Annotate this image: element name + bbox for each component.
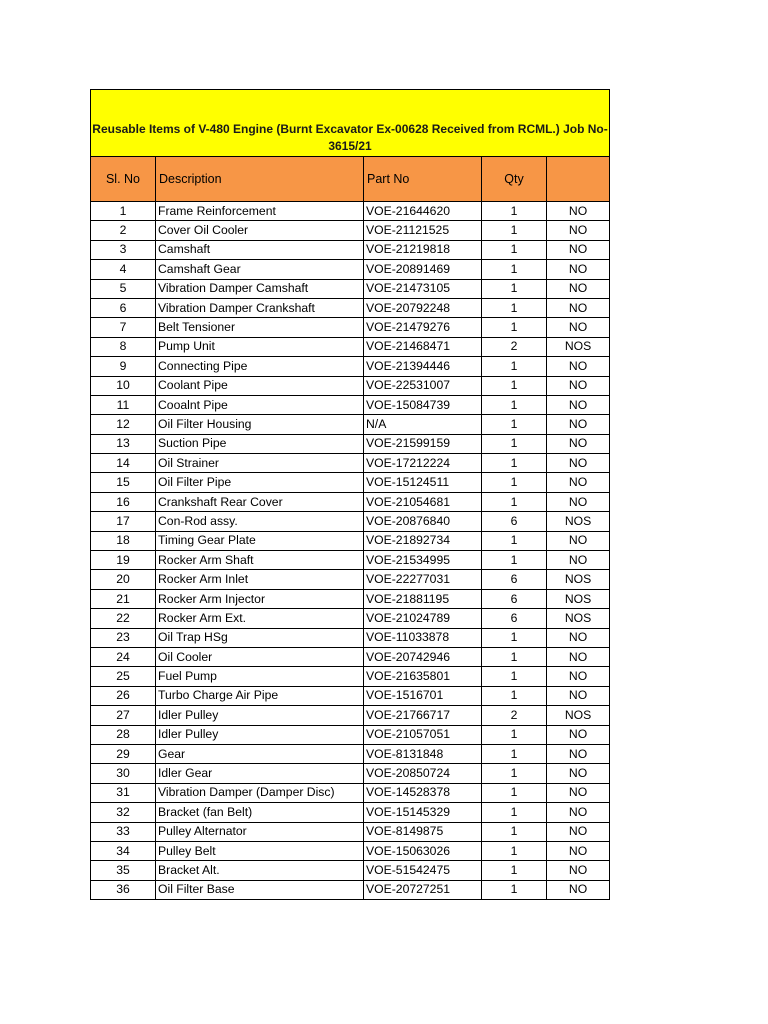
table-row: [91, 764, 610, 783]
cell-part-no[interactable]: VOE-51542475: [364, 861, 482, 880]
spreadsheet-table-container: [90, 89, 609, 900]
cell-unit[interactable]: NO: [547, 861, 610, 880]
cell-part-no[interactable]: VOE-17212224: [364, 454, 482, 473]
cell-part-no[interactable]: VOE-21644620: [364, 202, 482, 221]
table-row: [91, 841, 610, 860]
table-row: [91, 260, 610, 279]
cell-sl-no[interactable]: 10: [91, 376, 156, 395]
cell-description[interactable]: Pulley Belt: [156, 841, 364, 860]
table-row: [91, 337, 610, 356]
cell-qty[interactable]: 1: [482, 686, 547, 705]
cell-qty[interactable]: 1: [482, 357, 547, 376]
cell-qty[interactable]: 1: [482, 764, 547, 783]
cell-sl-no[interactable]: 5: [91, 279, 156, 298]
table-row: [91, 415, 610, 434]
cell-sl-no[interactable]: 9: [91, 357, 156, 376]
cell-qty[interactable]: 1: [482, 783, 547, 802]
cell-unit[interactable]: NO: [547, 298, 610, 317]
cell-qty[interactable]: 6: [482, 589, 547, 608]
cell-unit[interactable]: NO: [547, 376, 610, 395]
table-row: [91, 570, 610, 589]
cell-sl-no[interactable]: 21: [91, 589, 156, 608]
cell-part-no[interactable]: VOE-21635801: [364, 667, 482, 686]
cell-unit[interactable]: NO: [547, 647, 610, 666]
cell-unit[interactable]: NO: [547, 551, 610, 570]
cell-part-no[interactable]: VOE-15124511: [364, 473, 482, 492]
cell-description[interactable]: Vibration Damper Crankshaft: [156, 298, 364, 317]
cell-sl-no[interactable]: 6: [91, 298, 156, 317]
cell-description[interactable]: Belt Tensioner: [156, 318, 364, 337]
cell-qty[interactable]: 6: [482, 570, 547, 589]
cell-sl-no[interactable]: 29: [91, 744, 156, 763]
cell-unit[interactable]: NOS: [547, 512, 610, 531]
cell-part-no[interactable]: VOE-15145329: [364, 803, 482, 822]
cell-qty[interactable]: 2: [482, 337, 547, 356]
cell-description[interactable]: Vibration Damper (Damper Disc): [156, 783, 364, 802]
cell-qty[interactable]: 1: [482, 473, 547, 492]
cell-description[interactable]: Oil Filter Base: [156, 880, 364, 899]
table-row: [91, 803, 610, 822]
cell-part-no[interactable]: VOE-21892734: [364, 531, 482, 550]
cell-sl-no[interactable]: 15: [91, 473, 156, 492]
cell-description[interactable]: Timing Gear Plate: [156, 531, 364, 550]
cell-sl-no[interactable]: 14: [91, 454, 156, 473]
cell-sl-no[interactable]: 3: [91, 240, 156, 259]
cell-part-no[interactable]: VOE-14528378: [364, 783, 482, 802]
header-qty[interactable]: Qty: [482, 157, 547, 202]
header-part-no[interactable]: Part No: [364, 157, 482, 202]
cell-description[interactable]: Oil Cooler: [156, 647, 364, 666]
cell-part-no[interactable]: VOE-21766717: [364, 706, 482, 725]
cell-description[interactable]: Coolant Pipe: [156, 376, 364, 395]
cell-sl-no[interactable]: 12: [91, 415, 156, 434]
cell-description[interactable]: Bracket Alt.: [156, 861, 364, 880]
cell-unit[interactable]: NO: [547, 531, 610, 550]
header-unit[interactable]: [547, 157, 610, 202]
cell-description[interactable]: Pump Unit: [156, 337, 364, 356]
cell-unit[interactable]: NO: [547, 880, 610, 899]
cell-sl-no[interactable]: 28: [91, 725, 156, 744]
cell-unit[interactable]: NO: [547, 279, 610, 298]
cell-sl-no[interactable]: 16: [91, 492, 156, 511]
cell-qty[interactable]: 1: [482, 376, 547, 395]
table-row: [91, 357, 610, 376]
cell-unit[interactable]: NO: [547, 221, 610, 240]
cell-part-no[interactable]: VOE-21473105: [364, 279, 482, 298]
table-row: [91, 647, 610, 666]
table-row: [91, 822, 610, 841]
cell-description[interactable]: Vibration Damper Camshaft: [156, 279, 364, 298]
cell-qty[interactable]: 1: [482, 861, 547, 880]
cell-qty[interactable]: 1: [482, 667, 547, 686]
cell-part-no[interactable]: VOE-21054681: [364, 492, 482, 511]
cell-unit[interactable]: NO: [547, 318, 610, 337]
table-row: [91, 318, 610, 337]
cell-unit[interactable]: NO: [547, 803, 610, 822]
cell-part-no[interactable]: VOE-22277031: [364, 570, 482, 589]
cell-qty[interactable]: 1: [482, 551, 547, 570]
cell-description[interactable]: Gear: [156, 744, 364, 763]
cell-qty[interactable]: 6: [482, 512, 547, 531]
table-row: [91, 880, 610, 899]
cell-sl-no[interactable]: 24: [91, 647, 156, 666]
cell-unit[interactable]: NO: [547, 492, 610, 511]
header-row: [91, 157, 610, 202]
table-row: [91, 512, 610, 531]
table-row: [91, 667, 610, 686]
cell-unit[interactable]: NO: [547, 783, 610, 802]
table-row: [91, 744, 610, 763]
cell-unit[interactable]: NO: [547, 202, 610, 221]
cell-description[interactable]: Oil Trap HSg: [156, 628, 364, 647]
cell-qty[interactable]: 1: [482, 202, 547, 221]
table-row: [91, 686, 610, 705]
cell-unit[interactable]: NO: [547, 764, 610, 783]
cell-qty[interactable]: 1: [482, 434, 547, 453]
cell-qty[interactable]: 1: [482, 822, 547, 841]
cell-qty[interactable]: 1: [482, 279, 547, 298]
table-row: [91, 861, 610, 880]
table-row: [91, 706, 610, 725]
cell-qty[interactable]: 1: [482, 415, 547, 434]
cell-unit[interactable]: NOS: [547, 706, 610, 725]
table-row: [91, 434, 610, 453]
cell-unit[interactable]: NO: [547, 822, 610, 841]
table-row: [91, 531, 610, 550]
cell-unit[interactable]: NO: [547, 415, 610, 434]
cell-qty[interactable]: 1: [482, 454, 547, 473]
cell-sl-no[interactable]: 1: [91, 202, 156, 221]
cell-description[interactable]: Oil Filter Pipe: [156, 473, 364, 492]
table-row: [91, 609, 610, 628]
cell-part-no[interactable]: VOE-21394446: [364, 357, 482, 376]
table-title[interactable]: Reusable Items of V-480 Engine (Burnt Excavator Ex-00628 Received from RCML.) Job No-3615/21: [91, 90, 610, 157]
table-row: [91, 221, 610, 240]
cell-unit[interactable]: NO: [547, 628, 610, 647]
cell-description[interactable]: Frame Reinforcement: [156, 202, 364, 221]
cell-sl-no[interactable]: 19: [91, 551, 156, 570]
cell-unit[interactable]: NO: [547, 395, 610, 414]
cell-unit[interactable]: NOS: [547, 337, 610, 356]
table-row: [91, 202, 610, 221]
cell-description[interactable]: Oil Filter Housing: [156, 415, 364, 434]
cell-part-no[interactable]: VOE-8149875: [364, 822, 482, 841]
cell-qty[interactable]: 6: [482, 609, 547, 628]
cell-description[interactable]: Pulley Alternator: [156, 822, 364, 841]
cell-sl-no[interactable]: 2: [91, 221, 156, 240]
table-row: [91, 376, 610, 395]
cell-part-no[interactable]: VOE-20792248: [364, 298, 482, 317]
cell-description[interactable]: Camshaft: [156, 240, 364, 259]
cell-unit[interactable]: NO: [547, 260, 610, 279]
cell-sl-no[interactable]: 27: [91, 706, 156, 725]
cell-qty[interactable]: 1: [482, 841, 547, 860]
cell-description[interactable]: Con-Rod assy.: [156, 512, 364, 531]
cell-sl-no[interactable]: 22: [91, 609, 156, 628]
cell-part-no[interactable]: VOE-11033878: [364, 628, 482, 647]
cell-qty[interactable]: 1: [482, 531, 547, 550]
table-row: [91, 279, 610, 298]
header-sl-no[interactable]: Sl. No: [91, 157, 156, 202]
cell-unit[interactable]: NO: [547, 240, 610, 259]
cell-description[interactable]: Camshaft Gear: [156, 260, 364, 279]
cell-unit[interactable]: NOS: [547, 570, 610, 589]
cell-part-no[interactable]: VOE-20727251: [364, 880, 482, 899]
cell-description[interactable]: Idler Pulley: [156, 706, 364, 725]
cell-description[interactable]: Turbo Charge Air Pipe: [156, 686, 364, 705]
cell-description[interactable]: Fuel Pump: [156, 667, 364, 686]
cell-part-no[interactable]: N/A: [364, 415, 482, 434]
cell-description[interactable]: Rocker Arm Inlet: [156, 570, 364, 589]
cell-unit[interactable]: NO: [547, 454, 610, 473]
cell-description[interactable]: Idler Pulley: [156, 725, 364, 744]
table-row: [91, 725, 610, 744]
title-row: [91, 90, 610, 157]
table-row: [91, 551, 610, 570]
cell-qty[interactable]: 1: [482, 628, 547, 647]
cell-description[interactable]: Crankshaft Rear Cover: [156, 492, 364, 511]
cell-sl-no[interactable]: 23: [91, 628, 156, 647]
cell-description[interactable]: Idler Gear: [156, 764, 364, 783]
cell-sl-no[interactable]: 18: [91, 531, 156, 550]
cell-unit[interactable]: NO: [547, 686, 610, 705]
cell-unit[interactable]: NO: [547, 473, 610, 492]
cell-part-no[interactable]: VOE-20891469: [364, 260, 482, 279]
cell-sl-no[interactable]: 35: [91, 861, 156, 880]
cell-description[interactable]: Rocker Arm Ext.: [156, 609, 364, 628]
cell-sl-no[interactable]: 8: [91, 337, 156, 356]
cell-part-no[interactable]: VOE-15063026: [364, 841, 482, 860]
cell-unit[interactable]: NO: [547, 667, 610, 686]
cell-description[interactable]: Cover Oil Cooler: [156, 221, 364, 240]
cell-qty[interactable]: 1: [482, 260, 547, 279]
cell-qty[interactable]: 1: [482, 221, 547, 240]
cell-qty[interactable]: 1: [482, 744, 547, 763]
cell-qty[interactable]: 1: [482, 318, 547, 337]
cell-description[interactable]: Suction Pipe: [156, 434, 364, 453]
cell-sl-no[interactable]: 30: [91, 764, 156, 783]
cell-part-no[interactable]: VOE-15084739: [364, 395, 482, 414]
cell-part-no[interactable]: VOE-21024789: [364, 609, 482, 628]
table-row: [91, 240, 610, 259]
cell-sl-no[interactable]: 32: [91, 803, 156, 822]
cell-sl-no[interactable]: 33: [91, 822, 156, 841]
cell-qty[interactable]: 1: [482, 725, 547, 744]
cell-qty[interactable]: 1: [482, 880, 547, 899]
cell-part-no[interactable]: VOE-22531007: [364, 376, 482, 395]
table-row: [91, 628, 610, 647]
table-row: [91, 395, 610, 414]
cell-part-no[interactable]: VOE-21534995: [364, 551, 482, 570]
cell-unit[interactable]: NO: [547, 744, 610, 763]
table-row: [91, 454, 610, 473]
cell-sl-no[interactable]: 7: [91, 318, 156, 337]
cell-unit[interactable]: NO: [547, 725, 610, 744]
cell-sl-no[interactable]: 31: [91, 783, 156, 802]
cell-description[interactable]: Cooalnt Pipe: [156, 395, 364, 414]
cell-description[interactable]: Connecting Pipe: [156, 357, 364, 376]
cell-unit[interactable]: NO: [547, 357, 610, 376]
cell-sl-no[interactable]: 26: [91, 686, 156, 705]
cell-description[interactable]: Rocker Arm Injector: [156, 589, 364, 608]
cell-unit[interactable]: NO: [547, 434, 610, 453]
cell-qty[interactable]: 1: [482, 647, 547, 666]
table-row: [91, 492, 610, 511]
cell-part-no[interactable]: VOE-21057051: [364, 725, 482, 744]
cell-sl-no[interactable]: 20: [91, 570, 156, 589]
table-row: [91, 473, 610, 492]
table-row: [91, 589, 610, 608]
cell-qty[interactable]: 1: [482, 395, 547, 414]
cell-part-no[interactable]: VOE-21599159: [364, 434, 482, 453]
cell-sl-no[interactable]: 11: [91, 395, 156, 414]
cell-unit[interactable]: NO: [547, 841, 610, 860]
cell-part-no[interactable]: VOE-20850724: [364, 764, 482, 783]
reusable-items-table: [90, 89, 610, 900]
table-row: [91, 783, 610, 802]
cell-sl-no[interactable]: 36: [91, 880, 156, 899]
cell-qty[interactable]: 1: [482, 298, 547, 317]
cell-qty[interactable]: 1: [482, 240, 547, 259]
cell-part-no[interactable]: VOE-20876840: [364, 512, 482, 531]
cell-part-no[interactable]: VOE-21479276: [364, 318, 482, 337]
cell-description[interactable]: Oil Strainer: [156, 454, 364, 473]
cell-description[interactable]: Rocker Arm Shaft: [156, 551, 364, 570]
header-description[interactable]: Description: [156, 157, 364, 202]
cell-unit[interactable]: NOS: [547, 609, 610, 628]
cell-unit[interactable]: NOS: [547, 589, 610, 608]
cell-part-no[interactable]: VOE-21121525: [364, 221, 482, 240]
cell-part-no[interactable]: VOE-21219818: [364, 240, 482, 259]
cell-sl-no[interactable]: 34: [91, 841, 156, 860]
cell-qty[interactable]: 1: [482, 803, 547, 822]
cell-part-no[interactable]: VOE-20742946: [364, 647, 482, 666]
items-body: [91, 202, 610, 900]
cell-qty[interactable]: 2: [482, 706, 547, 725]
cell-sl-no[interactable]: 13: [91, 434, 156, 453]
cell-sl-no[interactable]: 25: [91, 667, 156, 686]
table-row: [91, 298, 610, 317]
cell-qty[interactable]: 1: [482, 492, 547, 511]
cell-sl-no[interactable]: 17: [91, 512, 156, 531]
cell-part-no[interactable]: VOE-8131848: [364, 744, 482, 763]
cell-sl-no[interactable]: 4: [91, 260, 156, 279]
cell-part-no[interactable]: VOE-21468471: [364, 337, 482, 356]
cell-part-no[interactable]: VOE-1516701: [364, 686, 482, 705]
cell-part-no[interactable]: VOE-21881195: [364, 589, 482, 608]
cell-description[interactable]: Bracket (fan Belt): [156, 803, 364, 822]
